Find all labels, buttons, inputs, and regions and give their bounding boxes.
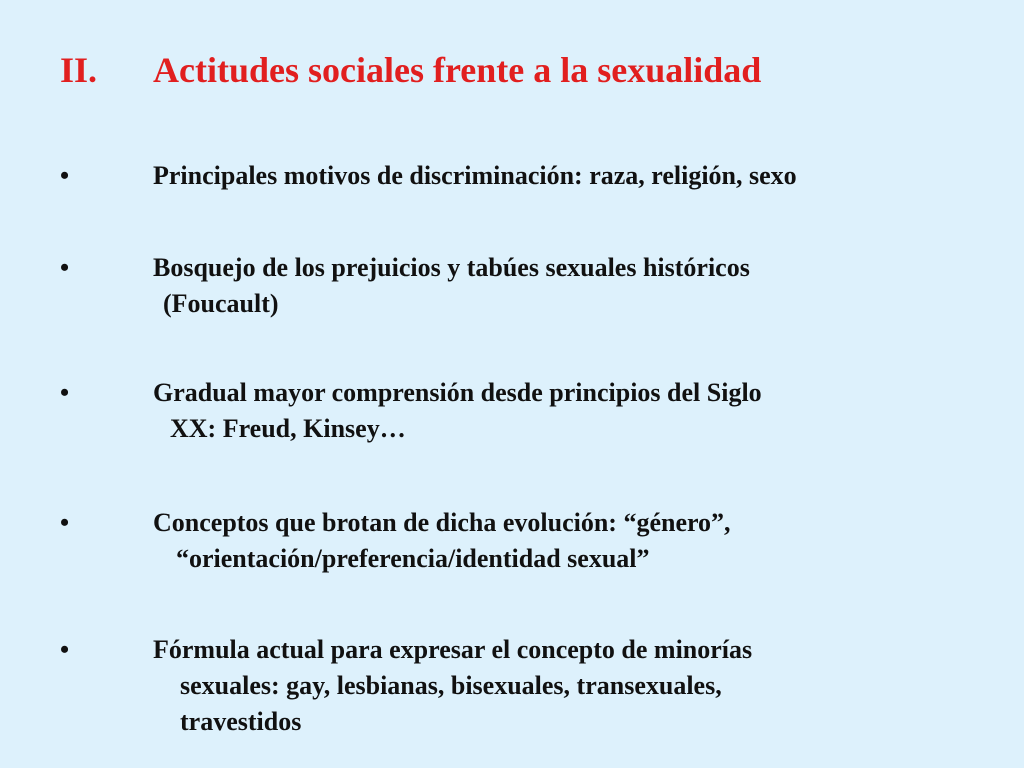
bullet-marker: • bbox=[60, 508, 70, 537]
bullet-text-continuation: sexuales: gay, lesbianas, bisexuales, transexuales, bbox=[180, 671, 722, 700]
bullet-text-continuation: travestidos bbox=[180, 707, 302, 736]
bullet-text: Conceptos que brotan de dicha evolución: “género”, bbox=[153, 508, 731, 537]
bullet-marker: • bbox=[60, 161, 70, 190]
bullet-text-continuation: (Foucault) bbox=[163, 289, 279, 318]
bullet-text: Fórmula actual para expresar el concepto de minorías bbox=[153, 635, 753, 664]
bullet-text-continuation: “orientación/preferencia/identidad sexual” bbox=[176, 544, 650, 573]
bullet-text: Principales motivos de discriminación: raza, religión, sexo bbox=[153, 161, 797, 190]
bullet-marker: • bbox=[60, 253, 70, 282]
bullet-marker: • bbox=[60, 635, 70, 664]
bullet-text: Gradual mayor comprensión desde principios del Siglo bbox=[153, 378, 762, 407]
title-number: II. bbox=[60, 50, 98, 90]
title-text: Actitudes sociales frente a la sexualidad bbox=[153, 50, 762, 90]
bullet-text: Bosquejo de los prejuicios y tabúes sexuales históricos bbox=[153, 253, 750, 282]
bullet-text-continuation: XX: Freud, Kinsey… bbox=[170, 414, 406, 443]
bullet-marker: • bbox=[60, 378, 70, 407]
